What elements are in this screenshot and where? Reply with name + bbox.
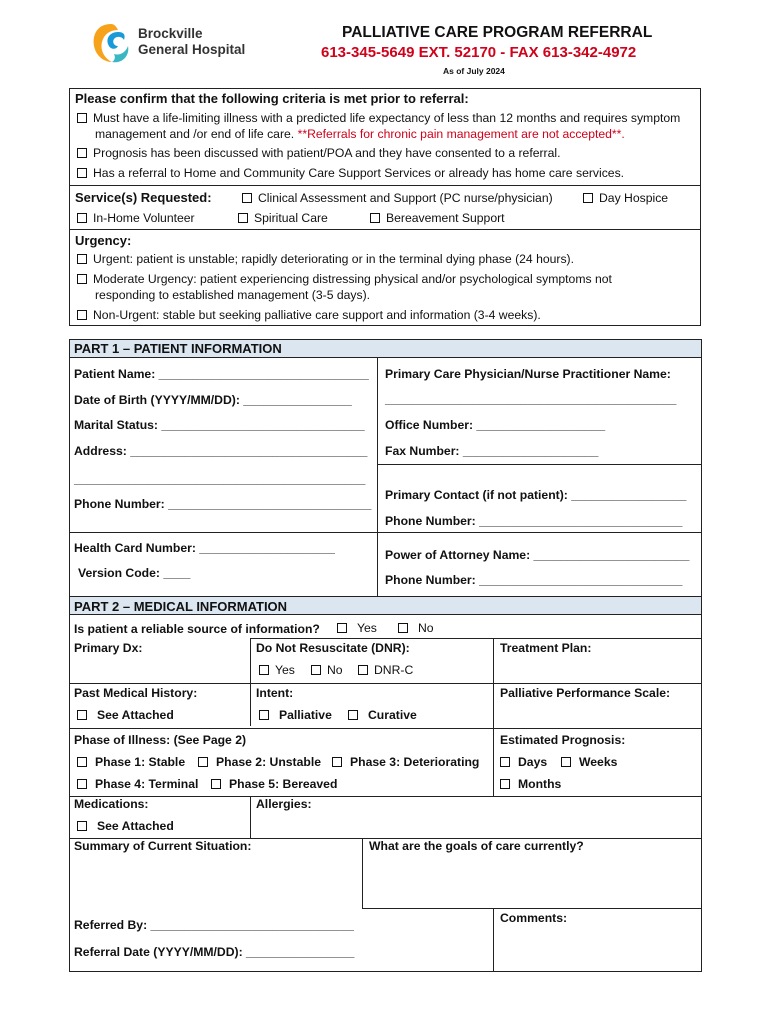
dnr-no-option[interactable]	[311, 663, 343, 677]
allergies-label: Allergies:	[256, 797, 312, 811]
divider	[362, 908, 701, 909]
primary-dx-label: Primary Dx:	[74, 641, 143, 655]
services-heading: Service(s) Requested:	[75, 190, 212, 205]
option-label: Phase 1: Stable	[95, 755, 186, 769]
urgency-moderate[interactable]	[77, 272, 612, 286]
criteria-item-text: Has a referral to Home and Community Care Support Services or already has home care services.	[93, 166, 625, 180]
physician-name-field[interactable]: ___________________________________________	[385, 392, 677, 406]
history-see-attached-option[interactable]	[77, 708, 174, 722]
divider	[250, 796, 251, 838]
service-label: In-Home Volunteer	[93, 211, 195, 225]
divider	[69, 229, 701, 230]
option-label: DNR-C	[374, 663, 414, 677]
divider	[69, 185, 701, 186]
criteria-item-continuation	[95, 127, 625, 141]
checkbox[interactable]	[77, 779, 87, 789]
primary-contact-field[interactable]: Primary Contact (if not patient): _________________	[385, 488, 687, 502]
criteria-item-life-expectancy[interactable]	[77, 111, 680, 125]
divider	[69, 614, 701, 615]
criteria-heading: Please confirm that the following criteria is met prior to referral:	[75, 91, 469, 106]
dnr-c-option[interactable]	[358, 663, 413, 677]
option-label: Yes	[357, 621, 377, 635]
logo-text-line1: Brockville	[138, 26, 203, 41]
checkbox[interactable]	[77, 274, 87, 284]
reliable-source-question: Is patient a reliable source of information?	[74, 622, 320, 636]
prognosis-weeks-option[interactable]	[561, 755, 617, 769]
checkbox[interactable]	[77, 310, 87, 320]
goals-of-care-label: What are the goals of care currently?	[369, 839, 584, 853]
divider	[69, 728, 701, 729]
referred-by-field[interactable]: Referred By: ______________________________	[74, 918, 354, 932]
checkbox[interactable]	[370, 213, 380, 223]
option-label: Months	[518, 777, 562, 791]
poa-phone-field[interactable]: Phone Number: ______________________________	[385, 573, 683, 587]
part2-heading: PART 2 – MEDICAL INFORMATION	[74, 599, 288, 614]
checkbox[interactable]	[242, 193, 252, 203]
contact-numbers: 613-345-5649 EXT. 52170 - FAX 613-342-4972	[321, 44, 637, 61]
comments-label: Comments:	[500, 911, 568, 925]
intent-palliative-option[interactable]	[259, 708, 332, 722]
phase1-option[interactable]	[77, 755, 185, 769]
phase-label: Phase of Illness: (See Page 2)	[74, 733, 247, 747]
health-card-field[interactable]: Health Card Number: ____________________	[74, 541, 335, 555]
physician-name-label: Primary Care Physician/Nurse Practitioner Name:	[385, 367, 671, 381]
logo-text-line2: General Hospital	[138, 42, 246, 57]
border-left	[69, 597, 70, 971]
prognosis-months-option[interactable]	[500, 777, 561, 791]
checkbox[interactable]	[561, 757, 571, 767]
service-label: Spiritual Care	[254, 211, 328, 225]
option-label: Phase 2: Unstable	[216, 755, 321, 769]
divider	[377, 464, 701, 465]
checkbox[interactable]	[77, 821, 87, 831]
divider	[69, 796, 701, 797]
divider	[250, 638, 251, 726]
criteria-item-text: management and /or end of life care.	[95, 127, 298, 141]
checkbox[interactable]	[398, 623, 408, 633]
checkbox[interactable]	[77, 710, 87, 720]
service-label: Bereavement Support	[386, 211, 505, 225]
checkbox[interactable]	[77, 213, 87, 223]
poa-name-field[interactable]: Power of Attorney Name: _______________________	[385, 548, 690, 562]
checkbox[interactable]	[77, 148, 87, 158]
checkbox[interactable]	[583, 193, 593, 203]
criteria-item-text: Prognosis has been discussed with patient/POA and they have consented to a referral.	[93, 146, 561, 160]
option-label: Curative	[368, 708, 417, 722]
intent-label: Intent:	[256, 686, 294, 700]
urgency-moderate-continuation: responding to established management (3-5 days).	[95, 288, 371, 302]
checkbox[interactable]	[332, 757, 342, 767]
urgency-label: Moderate Urgency: patient experiencing distressing physical and/or psychological symptoms not	[93, 272, 612, 286]
checkbox[interactable]	[198, 757, 208, 767]
checkbox[interactable]	[77, 757, 87, 767]
divider	[69, 683, 701, 684]
border-bottom	[69, 971, 702, 972]
criteria-item-home-care[interactable]	[77, 166, 624, 180]
urgency-label: Non-Urgent: stable but seeking palliative care support and information (3-4 weeks).	[93, 308, 541, 322]
option-label: Weeks	[579, 755, 618, 769]
checkbox[interactable]	[337, 623, 347, 633]
hospital-logo	[90, 20, 255, 68]
checkbox[interactable]	[358, 665, 368, 675]
checkbox[interactable]	[259, 710, 269, 720]
divider	[493, 908, 494, 971]
dnr-yes-option[interactable]	[259, 663, 295, 677]
option-label: Phase 3: Deteriorating	[350, 755, 480, 769]
service-clinical[interactable]	[242, 191, 553, 205]
marital-status-field[interactable]: Marital Status: ______________________________	[74, 418, 365, 432]
divider	[69, 532, 701, 533]
reliable-yes-option[interactable]	[337, 621, 377, 635]
criteria-item-text: Must have a life-limiting illness with a predicted life expectancy of less than 12 months and requires symptom	[93, 111, 681, 125]
checkbox[interactable]	[77, 168, 87, 178]
prognosis-label: Estimated Prognosis:	[500, 733, 626, 747]
referral-date-field[interactable]: Referral Date (YYYY/MM/DD): ________________	[74, 945, 355, 959]
checkbox[interactable]	[348, 710, 358, 720]
part1-heading: PART 1 – PATIENT INFORMATION	[74, 341, 282, 356]
summary-label: Summary of Current Situation:	[74, 839, 252, 853]
checkbox[interactable]	[500, 779, 510, 789]
phase3-option[interactable]	[332, 755, 479, 769]
service-spiritual[interactable]	[238, 211, 328, 225]
medications-see-attached-option[interactable]	[77, 819, 174, 833]
checkbox[interactable]	[77, 113, 87, 123]
divider	[362, 838, 363, 908]
address-line2-field[interactable]: ___________________________________________	[74, 472, 366, 486]
border-right	[701, 597, 702, 971]
urgency-heading: Urgency:	[75, 233, 132, 248]
divider	[493, 638, 494, 796]
checkbox[interactable]	[238, 213, 248, 223]
dnr-label: Do Not Resuscitate (DNR):	[256, 641, 410, 655]
checkbox[interactable]	[259, 665, 269, 675]
pps-label: Palliative Performance Scale:	[500, 686, 671, 700]
option-label: See Attached	[97, 819, 174, 833]
patient-phone-field[interactable]: Phone Number: ______________________________	[74, 497, 372, 511]
service-bereavement[interactable]	[370, 211, 505, 225]
option-label: Days	[518, 755, 548, 769]
contact-phone-field[interactable]: Phone Number: ______________________________	[385, 514, 683, 528]
medications-label: Medications:	[74, 797, 149, 811]
option-label: Yes	[275, 663, 295, 677]
option-label: Phase 5: Bereaved	[229, 777, 338, 791]
as-of-date: As of July 2024	[443, 66, 505, 76]
office-number-field[interactable]: Office Number: ___________________	[385, 418, 606, 432]
phase4-option[interactable]	[77, 777, 198, 791]
service-day-hospice[interactable]	[583, 191, 668, 205]
chronic-pain-warning: **Referrals for chronic pain management are not accepted**.	[297, 127, 625, 141]
logo-mark-icon	[90, 20, 132, 66]
version-code-field[interactable]: Version Code: ____	[78, 566, 191, 580]
fax-number-field[interactable]: Fax Number: ____________________	[385, 444, 599, 458]
phase5-option[interactable]	[211, 777, 337, 791]
patient-name-field[interactable]: Patient Name: _______________________________	[74, 367, 369, 381]
option-label: See Attached	[97, 708, 174, 722]
past-history-label: Past Medical History:	[74, 686, 198, 700]
urgency-non-urgent[interactable]	[77, 308, 541, 322]
service-label: Day Hospice	[599, 191, 669, 205]
phase2-option[interactable]	[198, 755, 321, 769]
intent-curative-option[interactable]	[348, 708, 417, 722]
checkbox[interactable]	[211, 779, 221, 789]
option-label: No	[327, 663, 343, 677]
dob-field[interactable]: Date of Birth (YYYY/MM/DD): ________________	[74, 393, 352, 407]
address-field[interactable]: Address: ___________________________________	[74, 444, 368, 458]
divider	[250, 638, 701, 639]
option-label: Palliative	[279, 708, 332, 722]
option-label: No	[418, 621, 434, 635]
treatment-plan-label: Treatment Plan:	[500, 641, 592, 655]
checkbox[interactable]	[311, 665, 321, 675]
service-label: Clinical Assessment and Support (PC nurse/physician)	[258, 191, 553, 205]
prognosis-days-option[interactable]	[500, 755, 547, 769]
checkbox[interactable]	[77, 254, 87, 264]
option-label: Phase 4: Terminal	[95, 777, 199, 791]
checkbox[interactable]	[500, 757, 510, 767]
service-volunteer[interactable]	[77, 211, 195, 225]
reliable-no-option[interactable]	[398, 621, 434, 635]
form-title: PALLIATIVE CARE PROGRAM REFERRAL	[342, 24, 653, 41]
divider	[377, 358, 378, 596]
criteria-item-prognosis[interactable]	[77, 146, 560, 160]
urgency-label: Urgent: patient is unstable; rapidly deteriorating or in the terminal dying phase (24 hours).	[93, 252, 574, 266]
urgency-urgent[interactable]	[77, 252, 574, 266]
